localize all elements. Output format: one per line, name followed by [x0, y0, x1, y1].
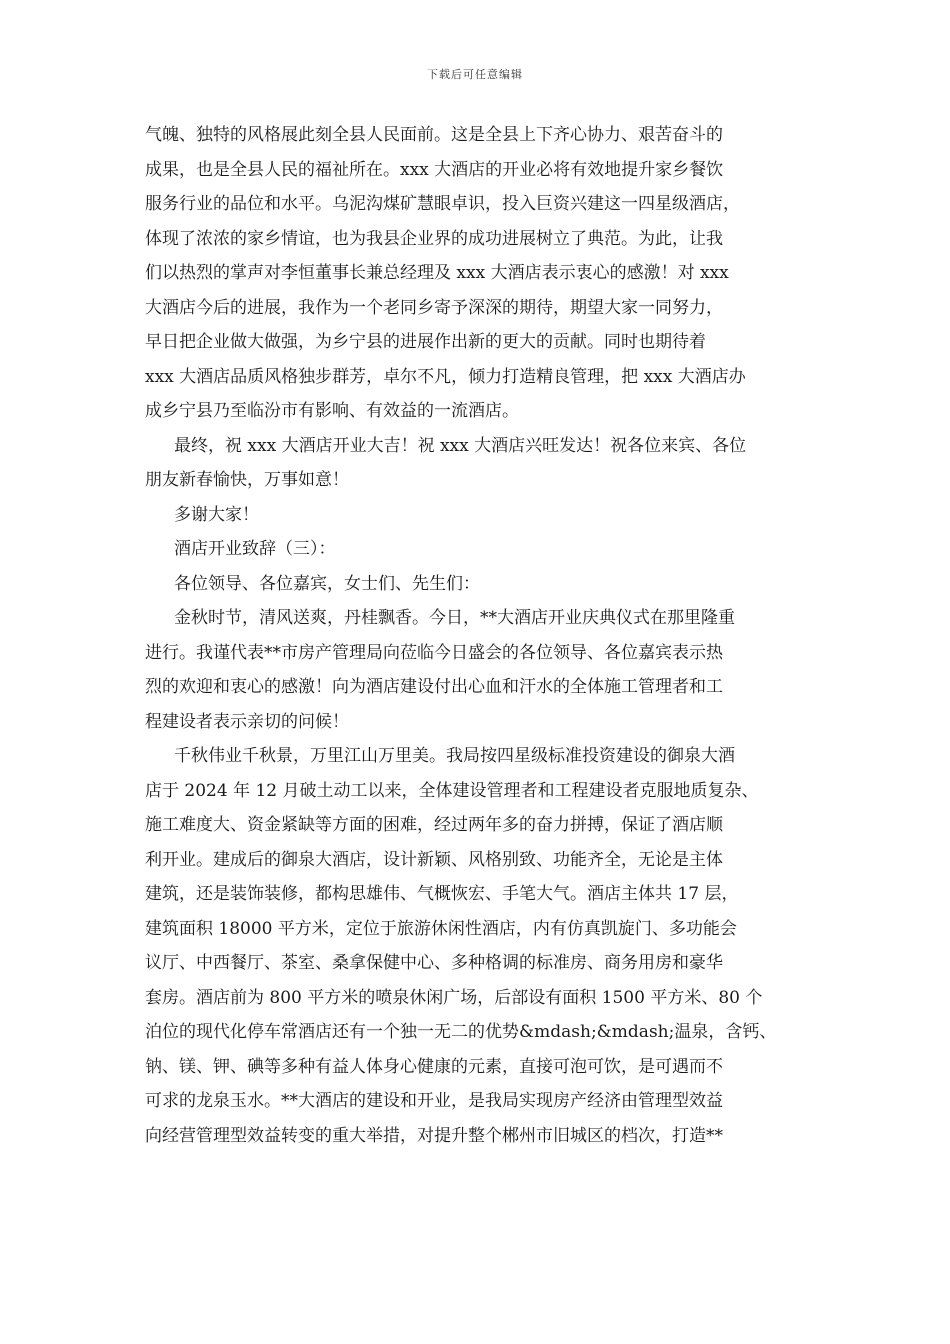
text-line: 成果，也是全县人民的福祉所在。xxx 大酒店的开业必将有效地提升家乡餐饮: [145, 159, 724, 180]
text-line: 建筑，还是装饰装修，都构思雄伟、气概恢宏、手笔大气。酒店主体共 17 层，: [145, 884, 739, 904]
page-header: 下载后可任意编辑: [427, 68, 523, 81]
text-line: 各位领导、各位嘉宾，女士们、先生们：: [174, 573, 480, 594]
text-line: 大酒店今后的进展，我作为一个老同乡寄予深深的期待，期望大家一同努力，: [145, 297, 723, 318]
text-line: 多谢大家！: [174, 504, 259, 525]
text-line: 议厅、中西餐厅、茶室、桑拿保健中心、多种格调的标准房、商务用房和豪华: [145, 953, 723, 973]
text-line: 进行。我谨代表**市房产管理局向莅临今日盛会的各位领导、各位嘉宾表示热: [145, 642, 723, 663]
text-line: xxx 大酒店品质风格独步群芳，卓尔不凡，倾力打造精良管理，把 xxx 大酒店办: [145, 366, 746, 387]
text-line: 程建设者表示亲切的问候！: [145, 711, 349, 732]
text-line: 向经营管理型效益转变的重大举措，对提升整个郴州市旧城区的档次，打造**: [145, 1125, 723, 1146]
text-line: 成乡宁县乃至临汾市有影响、有效益的一流酒店。: [145, 401, 519, 421]
text-line: 烈的欢迎和衷心的感激！向为酒店建设付出心血和汗水的全体施工管理者和工: [145, 677, 723, 697]
document-body: [145, 118, 825, 1153]
text-line: 钠、镁、钾、碘等多种有益人体身心健康的元素，直接可泡可饮，是可遇而不: [145, 1056, 723, 1077]
text-line: 泊位的现代化停车常酒店还有一个独一无二的优势&mdash;&mdash;温泉，含钙、: [145, 1022, 777, 1042]
text-line: 最终，祝 xxx 大酒店开业大吉！祝 xxx 大酒店兴旺发达！祝各位来宾、各位: [174, 435, 747, 456]
text-line: 建筑面积 18000 平方米，定位于旅游休闲性酒店，内有仿真凯旋门、多功能会: [145, 918, 737, 939]
text-line: 千秋伟业千秋景，万里江山万里美。我局按四星级标准投资建设的御泉大酒: [174, 746, 735, 766]
text-line: 施工难度大、资金紧缺等方面的困难，经过两年多的奋力拼搏，保证了酒店顺: [145, 815, 723, 835]
text-line: 体现了浓浓的家乡情谊，也为我县企业界的成功进展树立了典范。为此，让我: [145, 228, 723, 249]
text-line: 气魄、独特的风格展此刻全县人民面前。这是全县上下齐心协力、艰苦奋斗的: [145, 125, 723, 145]
text-line: 朋友新春愉快，万事如意！: [145, 470, 349, 490]
text-line: 套房。酒店前为 800 平方米的喷泉休闲广场，后部设有面积 1500 平方米、80 个: [145, 987, 763, 1008]
text-line: 们以热烈的掌声对李恒董事长兼总经理及 xxx 大酒店表示衷心的感激！对 xxx: [145, 263, 729, 283]
text-line: 利开业。建成后的御泉大酒店，设计新颖、风格别致、功能齐全，无论是主体: [145, 849, 723, 870]
text-line: 可求的龙泉玉水。**大酒店的建设和开业，是我局实现房产经济由管理型效益: [145, 1091, 723, 1111]
text-line: 早日把企业做大做强，为乡宁县的进展作出新的更大的贡献。同时也期待着: [145, 332, 706, 352]
text-line: 服务行业的品位和水平。乌泥沟煤矿慧眼卓识，投入巨资兴建这一四星级酒店，: [145, 194, 740, 214]
text-line: 酒店开业致辞（三）：: [174, 539, 336, 559]
text-line: 店于 2024 年 12 月破土动工以来，全体建设管理者和工程建设者克服地质复杂、: [145, 780, 759, 801]
text-line: 金秋时节，清风送爽，丹桂飘香。今日，**大酒店开业庆典仪式在那里隆重: [174, 608, 735, 628]
